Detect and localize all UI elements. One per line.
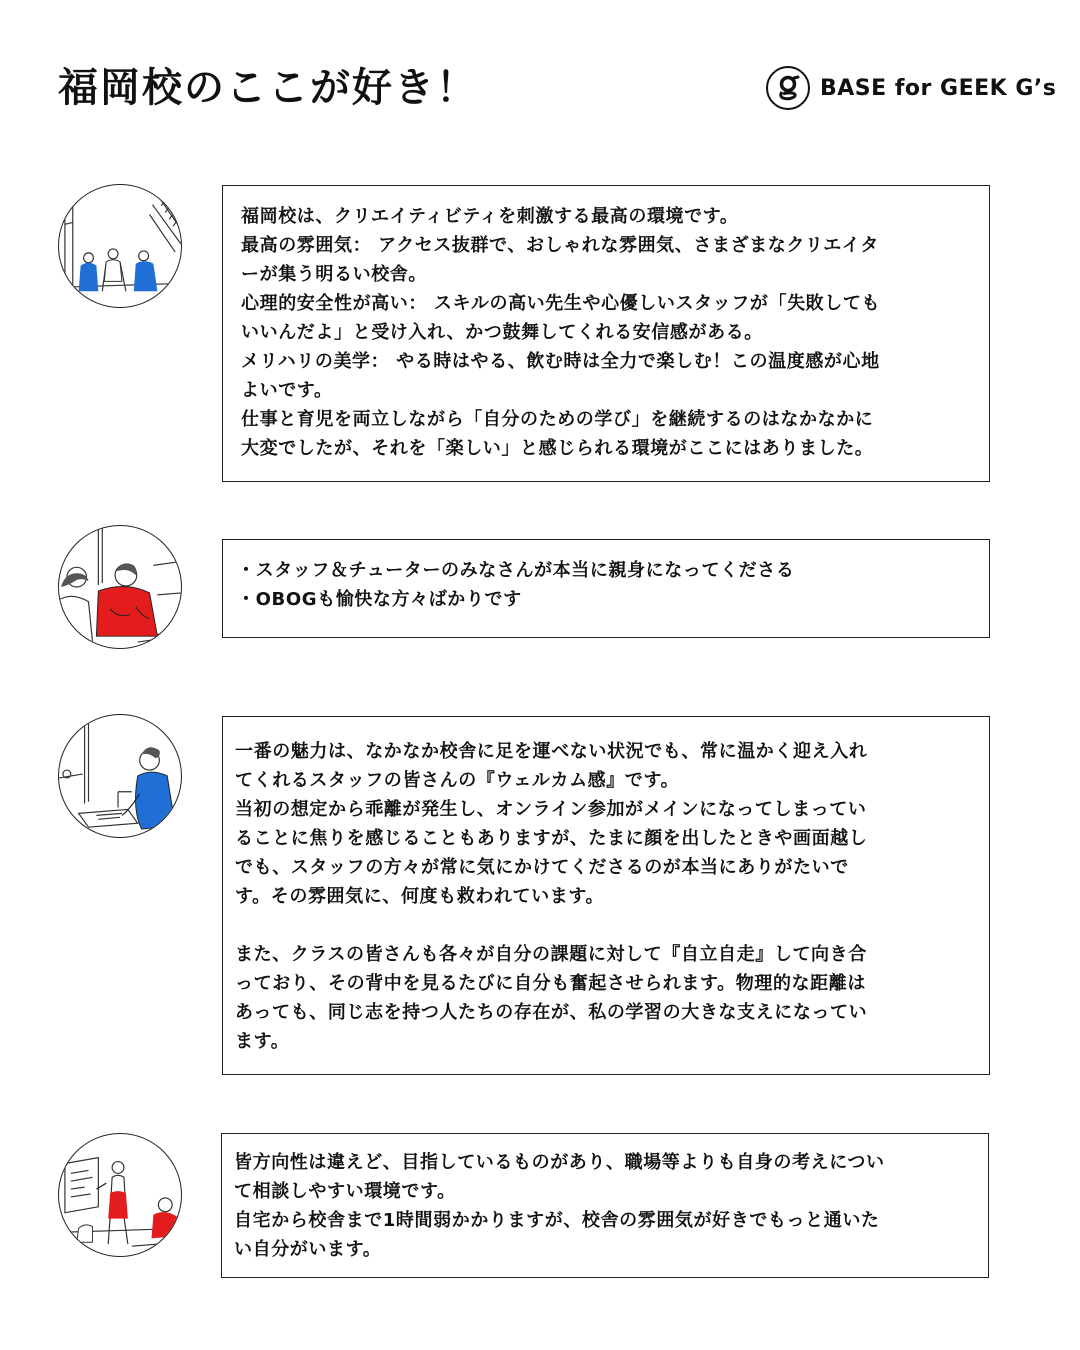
testimonial-text: 皆方向性は違えど、目指しているものがあり、職場等よりも自身の考えについ て相談しやすい環境です。 自宅から校舎まで1時間弱かかりますが、校舎の雰囲気が好きでもっと通いた い自分がいます。 [234,1152,885,1260]
brand-logo [766,66,1056,110]
logo-g-icon [766,66,810,110]
testimonial-card [221,1133,989,1278]
testimonial-card [222,185,990,482]
logo-text: BASE for GEEK G’s [820,75,1057,101]
student-at-desk-illustration [58,714,182,838]
testimonial-text: ・スタッフ＆チューターのみなさんが本当に親身になってくださる ・OBOGも愉快な方々ばかりです [237,560,795,610]
presentation-illustration [58,1133,182,1257]
page-title: 福岡校のここが好き！ [58,65,478,111]
testimonial-card [222,539,990,638]
testimonial-card [222,716,990,1075]
testimonial-text: 一番の魅力は、なかなか校舎に足を運べない状況でも、常に温かく迎え入れ てくれるスタッフの皆さんの『ウェルカム感』です。 当初の想定から乖離が発生し、オンライン参加がメインになってしまってい ることに焦りを感じることもありますが、たまに顔を出したときや画面越し でも、スタッフの方々が常に気にかけてくださるのが本当にありがたいで す。その雰囲気に、何度も救われています。 また、クラスの皆さんも各々が自分の課題に対して『自立自走』して向き合 っており、その背中を見るたびに自分も奮起させられます。物理的な距離は あっても、同じ志を持つ人たちの存在が、私の学習の大きな支えになってい ます。 [235,741,868,1052]
logo-glyph [774,73,802,103]
testimonial-text: 福岡校は、クリエイティビティを刺激する最高の環境です。 最高の雰囲気： アクセス抜群で、おしゃれな雰囲気、さまざまなクリエイタ ーが集う明るい校舎。 心理的安全性が高い： スキルの高い先生や心優しいスタッフが「失敗しても いいんだよ」と受け入れ、かつ鼓舞してくれる安信感がある。 メリハリの美学： やる時はやる、飲む時は全力で楽しむ！この温度感が心地 よいです。 仕事と育児を両立しながら「自分のための学び」を継続するのはなかなかに 大変でしたが、それを「楽しい」と感じられる環境がここにはありました。 [241,206,881,459]
students-talking-illustration [58,525,182,649]
people-walking-illustration [58,184,182,308]
